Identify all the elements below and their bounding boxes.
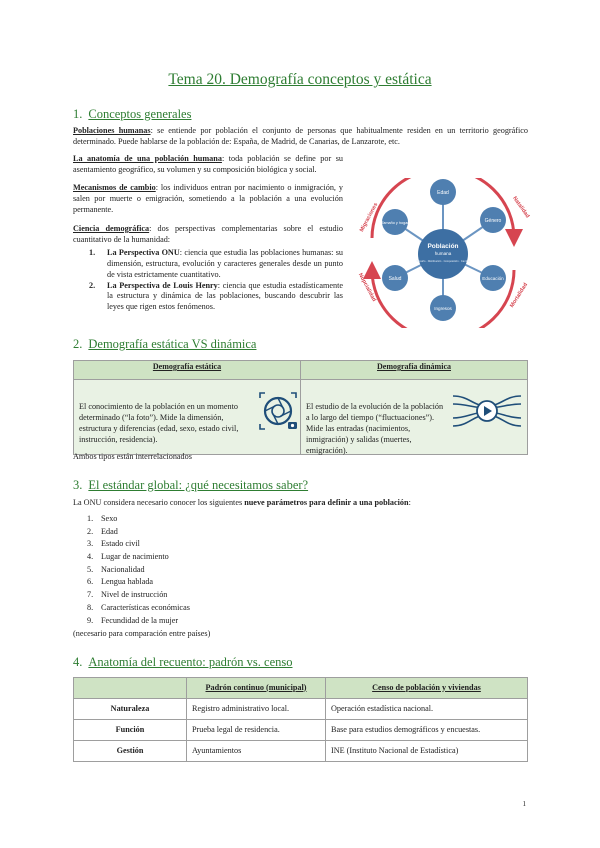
flow-video-icon — [451, 388, 523, 434]
node-educacion — [480, 265, 506, 291]
page-number: 1 — [522, 800, 526, 808]
paragraph-text: : los individuos entran por nacimiento o inmigración, y salen por muerte o emigración, sometiendo a la población a una evolución permanente. — [73, 183, 343, 214]
list-item: 8. Características económicas — [87, 602, 190, 612]
table-cell: Ayuntamientos — [187, 741, 326, 762]
list-item: 6. Lengua hablada — [87, 577, 154, 587]
paragraph-ciencia — [73, 224, 343, 313]
node-ingresos — [430, 295, 456, 321]
perspectives-list — [73, 248, 343, 313]
column-header: Padrón continuo (municipal) — [187, 678, 326, 699]
svg-text:humana: humana — [434, 251, 452, 256]
term-label: La anatomía de una población humana — [73, 154, 222, 163]
list-item: 2. La Perspectiva de Louis Henry: ciencia que estudia estadísticamente la estructura y dinámica de las poblaciones, buscando descubrir las leyes que rigen estos fenómenos. — [89, 280, 344, 312]
paragraph-text: : se entiende por población el conjunto de personas que habitualmente residen en un territorio geográfico determinado. Puede hablarse de la población de: España, de Madrid, de Canarias, de Lanzarote, etc. — [73, 126, 529, 146]
svg-text:Educación: Educación — [482, 276, 504, 281]
parameters-intro: La ONU considera necesario conocer los siguientes nueve parámetros para definir a una población: — [73, 498, 411, 507]
table-cell — [74, 380, 301, 455]
term-label: Ciencia demográfica — [73, 224, 150, 233]
list-item: 9. Fecundidad de la mujer — [87, 615, 179, 625]
section-title: Demografía estática VS dinámica — [88, 337, 257, 351]
table-cell: Prueba legal de residencia. — [187, 720, 326, 741]
static-dynamic-table — [73, 360, 528, 455]
table-row — [74, 741, 528, 762]
cell-text: El estudio de la evolución de la población a lo largo del tiempo (“fluctuaciones”). Mide las entradas (nacimientos, inmigración) y salidas (muertes, emigración). — [306, 402, 444, 455]
padron-censo-table — [73, 677, 528, 762]
list-item: 2. Edad — [87, 526, 118, 536]
arc-label-nupcialidad: Nupcialidad — [356, 272, 377, 303]
comparison-note: (necesario para comparación entre países) — [73, 629, 211, 638]
svg-text:Edad: Edad — [437, 190, 449, 196]
list-item: 3. Estado civil — [87, 539, 140, 549]
svg-text:Población: Población — [427, 243, 459, 250]
section-2-heading — [73, 336, 256, 353]
paragraph-mecanismos — [73, 183, 343, 216]
svg-text:Género: Género — [484, 218, 502, 224]
column-header: Demografía dinámica — [301, 361, 528, 380]
column-header — [74, 678, 187, 699]
section-title: Anatomía del recuento: padrón vs. censo — [88, 655, 293, 669]
section-number: 3. — [73, 478, 83, 492]
paragraph-text: : toda población se define por su asentamiento geográfico, su volumen y su composición biológica y social. — [73, 154, 343, 174]
column-header: Demografía estática — [74, 361, 301, 380]
term-label: Mecanismos de cambio — [73, 183, 156, 192]
section-1-heading — [73, 106, 191, 123]
arc-label-migraciones: Migraciones — [358, 201, 380, 234]
paragraph-text: : dos perspectivas complementarias sobre el estudio cuantitativo de la humanidad: — [73, 224, 343, 244]
arc-label-mortalidad: Mortalidad — [509, 282, 530, 309]
cell-text: El conocimiento de la población en un momento determinado (“la foto”). Mide la dimensión, estructura y diferencias (edad, sexo, estado civil, instrucción, residencia). — [79, 402, 239, 444]
node-salud — [382, 265, 408, 291]
svg-text:Ingresos: Ingresos — [434, 306, 452, 311]
parameters-list — [73, 514, 190, 628]
table-cell: Operación estadística nacional. — [326, 699, 528, 720]
list-item: 4. Lugar de nacimiento — [87, 552, 169, 562]
section-number: 2. — [73, 337, 83, 351]
node-genero — [480, 207, 506, 233]
table-row — [74, 720, 528, 741]
camera-icon — [257, 390, 299, 432]
table-cell — [301, 380, 528, 455]
node-tamano-hogar — [381, 209, 409, 235]
section-number: 1. — [73, 107, 83, 121]
svg-text:Salud: Salud — [388, 276, 402, 282]
page-title: Tema 20. Demografía conceptos y estática — [168, 71, 432, 88]
list-item: 1. Sexo — [87, 514, 118, 523]
list-item: 7. Nivel de instrucción — [87, 590, 168, 600]
column-header: Censo de población y viviendas — [326, 678, 528, 699]
table-cell: Registro administrativo local. — [187, 699, 326, 720]
section-title: El estándar global: ¿qué necesitamos saber? — [88, 478, 309, 492]
list-item: 1. La Perspectiva ONU: ciencia que estudia las poblaciones humanas: su dimensión, estructura, evolución y caracteres generales desde un punto de vista estrictamente cuantitativo. — [89, 247, 344, 279]
row-label: Función — [74, 720, 187, 741]
section-title: Conceptos generales — [88, 107, 192, 121]
section-number: 4. — [73, 655, 83, 669]
row-label: Gestión — [74, 741, 187, 762]
paragraph-anatomia — [73, 154, 343, 176]
node-edad — [430, 179, 456, 205]
row-label: Naturaleza — [74, 699, 187, 720]
svg-text:Tamaño · Distribución · Compos: Tamaño · Distribución · Composición · Cambio — [416, 260, 470, 263]
list-item: 5. Nacionalidad — [87, 564, 145, 574]
paragraph-poblaciones — [73, 126, 528, 148]
term-label: Poblaciones humanas — [73, 126, 151, 135]
table-cell: Base para estudios demográficos y encuestas. — [326, 720, 528, 741]
table-row — [74, 699, 528, 720]
section-3-heading — [73, 477, 308, 494]
svg-text:Tamaño y hogar: Tamaño y hogar — [381, 221, 409, 225]
center-node — [416, 229, 470, 279]
relation-note: Ambos tipos están interrelacionados — [73, 452, 192, 461]
table-cell: INE (Instituto Nacional de Estadística) — [326, 741, 528, 762]
section-4-heading — [73, 654, 292, 671]
arc-label-natalidad: Natalidad — [511, 195, 531, 220]
population-diagram — [350, 178, 536, 328]
